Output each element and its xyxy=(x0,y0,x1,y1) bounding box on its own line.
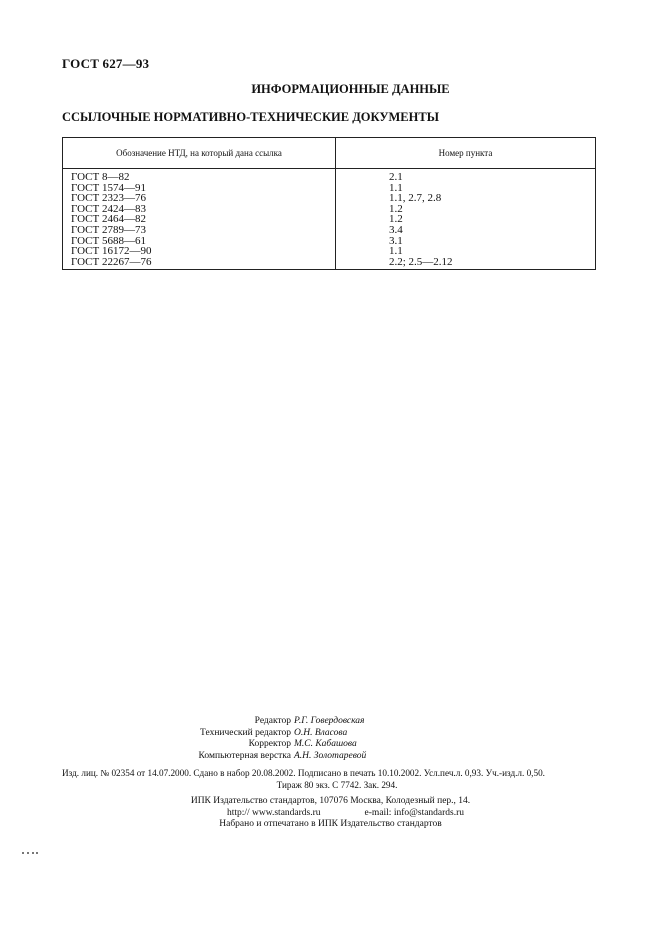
references-table xyxy=(62,137,596,270)
credit-role: Компьютерная верстка xyxy=(198,750,291,761)
document-code: ГОСТ 627—93 xyxy=(62,56,150,71)
credit-line-editor xyxy=(0,716,661,728)
item-cell: 1.1 xyxy=(336,246,596,257)
credit-name: О.Н. Власова xyxy=(294,727,348,738)
credit-line-tech-editor xyxy=(0,728,661,740)
publication-run-line: Тираж 80 экз. С 7742. Зак. 294. xyxy=(276,779,398,790)
credit-name: М.С. Кабашова xyxy=(294,739,357,749)
column-header-document: Обозначение НТД, на который дана ссылка xyxy=(63,138,336,169)
item-cell: 3.1 xyxy=(336,236,596,247)
item-cell: 1.2 xyxy=(336,204,596,215)
credit-name: А.Н. Золотаревой xyxy=(294,750,367,761)
item-cell: 3.4 xyxy=(336,225,596,236)
publisher-address: ИПК Издательство стандартов, 107076 Москва, Колодезный пер., 14. xyxy=(190,796,471,806)
table-row xyxy=(63,169,596,183)
editorial-credits xyxy=(0,716,661,762)
document-cell: ГОСТ 2323—76 xyxy=(63,193,336,204)
document-cell: ГОСТ 22267—76 xyxy=(63,257,336,270)
item-cell: 1.1, 2.7, 2.8 xyxy=(336,193,596,204)
table-header-row xyxy=(63,138,596,169)
document-cell: ГОСТ 5688—61 xyxy=(63,236,336,247)
table-title: ССЫЛОЧНЫЕ НОРМАТИВНО-ТЕХНИЧЕСКИЕ ДОКУМЕНТЫ xyxy=(62,110,439,124)
column-header-item: Номер пункта xyxy=(336,138,596,169)
printing-note: Набрано и отпечатано в ИПК Издательство стандартов xyxy=(219,819,442,829)
document-cell: ГОСТ 16172—90 xyxy=(63,246,336,257)
document-cell: ГОСТ 8—82 xyxy=(63,169,336,183)
document-cell: ГОСТ 1574—91 xyxy=(63,183,336,194)
credit-role: Корректор xyxy=(248,739,291,749)
publication-info-line: Изд. лиц. № 02354 от 14.07.2000. Сдано в набор 20.08.2002. Подписано в печать 10.10.2002. Усл.печ.л. 0,93. Уч.-изд.л. 0,50. xyxy=(62,768,545,778)
credit-line-proofreader xyxy=(0,739,661,751)
document-cell: ГОСТ 2789—73 xyxy=(63,225,336,236)
publisher-info xyxy=(0,796,661,831)
table-row xyxy=(63,225,596,236)
scan-artifact-mark xyxy=(22,852,40,854)
publisher-contacts xyxy=(0,808,661,820)
publication-info xyxy=(62,768,602,791)
table-row xyxy=(63,257,596,270)
item-cell: 2.2; 2.5—2.12 xyxy=(336,257,596,270)
section-title: ИНФОРМАЦИОННЫЕ ДАННЫЕ xyxy=(251,82,450,96)
item-cell: 1.1 xyxy=(336,183,596,194)
credit-role: Редактор xyxy=(254,716,291,726)
item-cell: 1.2 xyxy=(336,214,596,225)
publisher-email: e-mail: info@standards.ru xyxy=(364,807,465,818)
credit-name: Р.Г. Говердовская xyxy=(294,716,365,726)
credit-role: Технический редактор xyxy=(200,727,291,738)
credit-line-layout xyxy=(0,751,661,763)
publisher-website: http:// www.standards.ru xyxy=(226,807,321,818)
item-cell: 2.1 xyxy=(336,169,596,183)
document-cell: ГОСТ 2424—83 xyxy=(63,204,336,215)
document-cell: ГОСТ 2464—82 xyxy=(63,214,336,225)
